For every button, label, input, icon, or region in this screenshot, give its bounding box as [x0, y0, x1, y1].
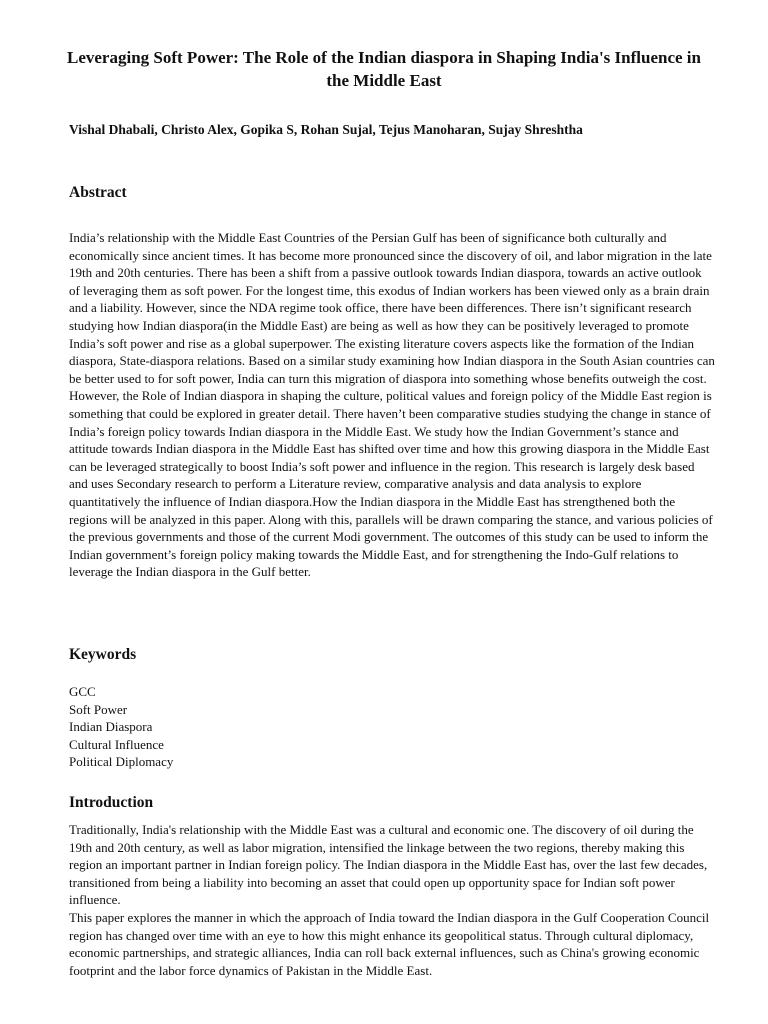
- paper-authors: Vishal Dhabali, Christo Alex, Gopika S, Rohan Sujal, Tejus Manoharan, Sujay Shreshtha: [69, 122, 583, 137]
- keyword-item: Political Diplomacy: [69, 754, 174, 770]
- keyword-item: Cultural Influence: [69, 736, 164, 752]
- keyword-item: Soft Power: [69, 701, 128, 717]
- keywords-heading: Keywords: [69, 646, 137, 663]
- keywords-list: [69, 683, 173, 771]
- abstract-body: [69, 229, 715, 581]
- keyword-item: Indian Diaspora: [69, 719, 153, 735]
- introduction-paragraph: This paper explores the manner in which the approach of India toward the Indian diaspora in the Gulf Cooperation Council region has changed over time with an eye to how this might enhance its geopolitical status. Through cultural diplomacy, economic partnerships, and strategic alliances, India can roll back external influences, such as China's growing economic footprint and the labor force dynamics of Pakistan in the Middle East.: [69, 909, 710, 978]
- introduction-heading: Introduction: [69, 794, 154, 811]
- introduction-paragraph: Traditionally, India's relationship with the Middle East was a cultural and economic one. The discovery of oil during the 19th and 20th century, as well as labor migration, intensified the linkage between the two regions, thereby making this region an important partner in Indian foreign policy. The Indian diaspora in the Middle East has, over the last few decades, transitioned from being a liability into becoming an asset that could open up opportunity space for Indian soft power influence.: [69, 822, 708, 908]
- introduction-body: [69, 821, 715, 979]
- keyword-item: GCC: [69, 684, 96, 699]
- paper-title: Leveraging Soft Power: The Role of the Indian diaspora in Shaping India's Influence in the Middle East: [67, 48, 701, 90]
- abstract-heading: Abstract: [69, 184, 127, 201]
- abstract-text: India’s relationship with the Middle East Countries of the Persian Gulf has been of significance both culturally and economically since ancient times. It has become more pronounced since the discovery of oil, and labor migration in the late 19th and 20th centuries. There has been a shift from a passive outlook towards Indian diaspora, towards an active outlook of leveraging them as soft power. For the longest time, this exodus of Indian workers has been viewed only as a brain drain and a liability. However, since the NDA regime took office, there have been differences. There isn’t significant research studying how Indian diaspora(in the Middle East) are being as well as how they can be positively leveraged to promote India’s soft power and rise as a global superpower. The existing literature covers aspects like the formation of the Indian diaspora, State-diaspora relations. Based on a similar study examining how Indian diaspora in the South Asian countries can be better used to for soft power, India can turn this migration of diaspora into something whose benefits outweigh the cost. However, the Role of Indian diaspora in shaping the culture, political values and foreign policy of the Middle East region is something that could be explored in greater detail. There haven’t been comparative studies studying the change in stance of India’s foreign policy towards Indian diaspora in the Middle East. We study how the Indian Government’s stance and attitude towards Indian diaspora in the Middle East has shifted over time and how this growing diaspora in the Middle East can be leveraged strategically to boost India’s soft power and influence in the region. This research is largely desk based and uses Secondary research to perform a Literature review, comparative analysis and data analysis to explore quantitatively the influence of Indian diaspora.How the Indian diaspora in the Middle East has strengthened both the regions will be analyzed in this paper. Along with this, parallels will be drawn comparing the stance, and various policies of the previous governments and those of the current Modi government. The outcomes of this study can be used to inform the Indian government’s foreign policy making towards the Middle East, and for strengthening the Indo-Gulf relations to leverage the Indian diaspora in the Gulf better.: [69, 230, 715, 580]
